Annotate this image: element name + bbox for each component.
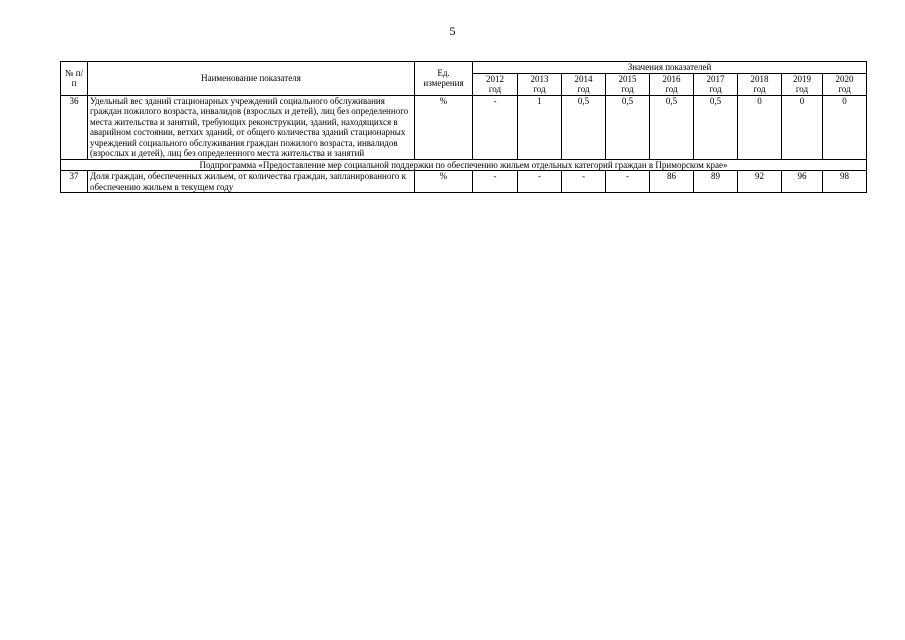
header-year: 2014 год [562, 73, 606, 95]
page-number: 5 [449, 24, 456, 38]
header-values-group: Значения показателей [473, 62, 867, 74]
row-value: 0,5 [606, 95, 650, 159]
header-year: 2016 год [650, 73, 694, 95]
indicators-table [60, 61, 867, 193]
header-year: 2012 год [473, 73, 518, 95]
header-year: 2015 год [606, 73, 650, 95]
row-num: 37 [61, 171, 88, 193]
header-row [61, 62, 867, 74]
row-value: - [473, 171, 518, 193]
table-row [61, 171, 867, 193]
header-unit: Ед. измерения [415, 62, 473, 96]
header-year: 2020 год [823, 73, 867, 95]
header-year: 2018 год [738, 73, 782, 95]
row-value: - [562, 171, 606, 193]
header-name: Наименование показателя [88, 62, 415, 96]
row-value: 0 [738, 95, 782, 159]
header-year: 2013 год [518, 73, 562, 95]
subprogram-title: Подпрограмма «Предоставление мер социальной поддержки по обеспечению жильем отдельных категорий граждан в Приморском крае» [61, 159, 867, 171]
row-value: 98 [823, 171, 867, 193]
row-value: - [473, 95, 518, 159]
row-value: - [606, 171, 650, 193]
header-year: 2019 год [782, 73, 823, 95]
row-value: 96 [782, 171, 823, 193]
row-num: 36 [61, 95, 88, 159]
header-num: № п/п [61, 62, 88, 96]
row-value: 0,5 [694, 95, 738, 159]
row-value: 0 [823, 95, 867, 159]
row-value: - [518, 171, 562, 193]
header-year: 2017 год [694, 73, 738, 95]
row-value: 0 [782, 95, 823, 159]
row-name: Удельный вес зданий стационарных учреждений социального обслуживания граждан пожилого возраста, инвалидов (взрослых и детей), лиц без определенного места жительства и занятий, требующих реконструкции, зданий, находящихся в аварийном состоянии, ветхих зданий, от общего количества зданий стационарных учреждений социального обслуживания граждан пожилого возраста, инвалидов (взрослых и детей), лиц без определенного места жительства и занятий [88, 95, 415, 159]
row-value: 86 [650, 171, 694, 193]
row-value: 1 [518, 95, 562, 159]
subprogram-row [61, 159, 867, 171]
row-unit: % [415, 95, 473, 159]
row-value: 0,5 [562, 95, 606, 159]
row-value: 92 [738, 171, 782, 193]
table-row [61, 95, 867, 159]
row-unit: % [415, 171, 473, 193]
row-value: 89 [694, 171, 738, 193]
row-value: 0,5 [650, 95, 694, 159]
row-name: Доля граждан, обеспеченных жильем, от количества граждан, запланированного к обеспечению жильем в текущем году [88, 171, 415, 193]
